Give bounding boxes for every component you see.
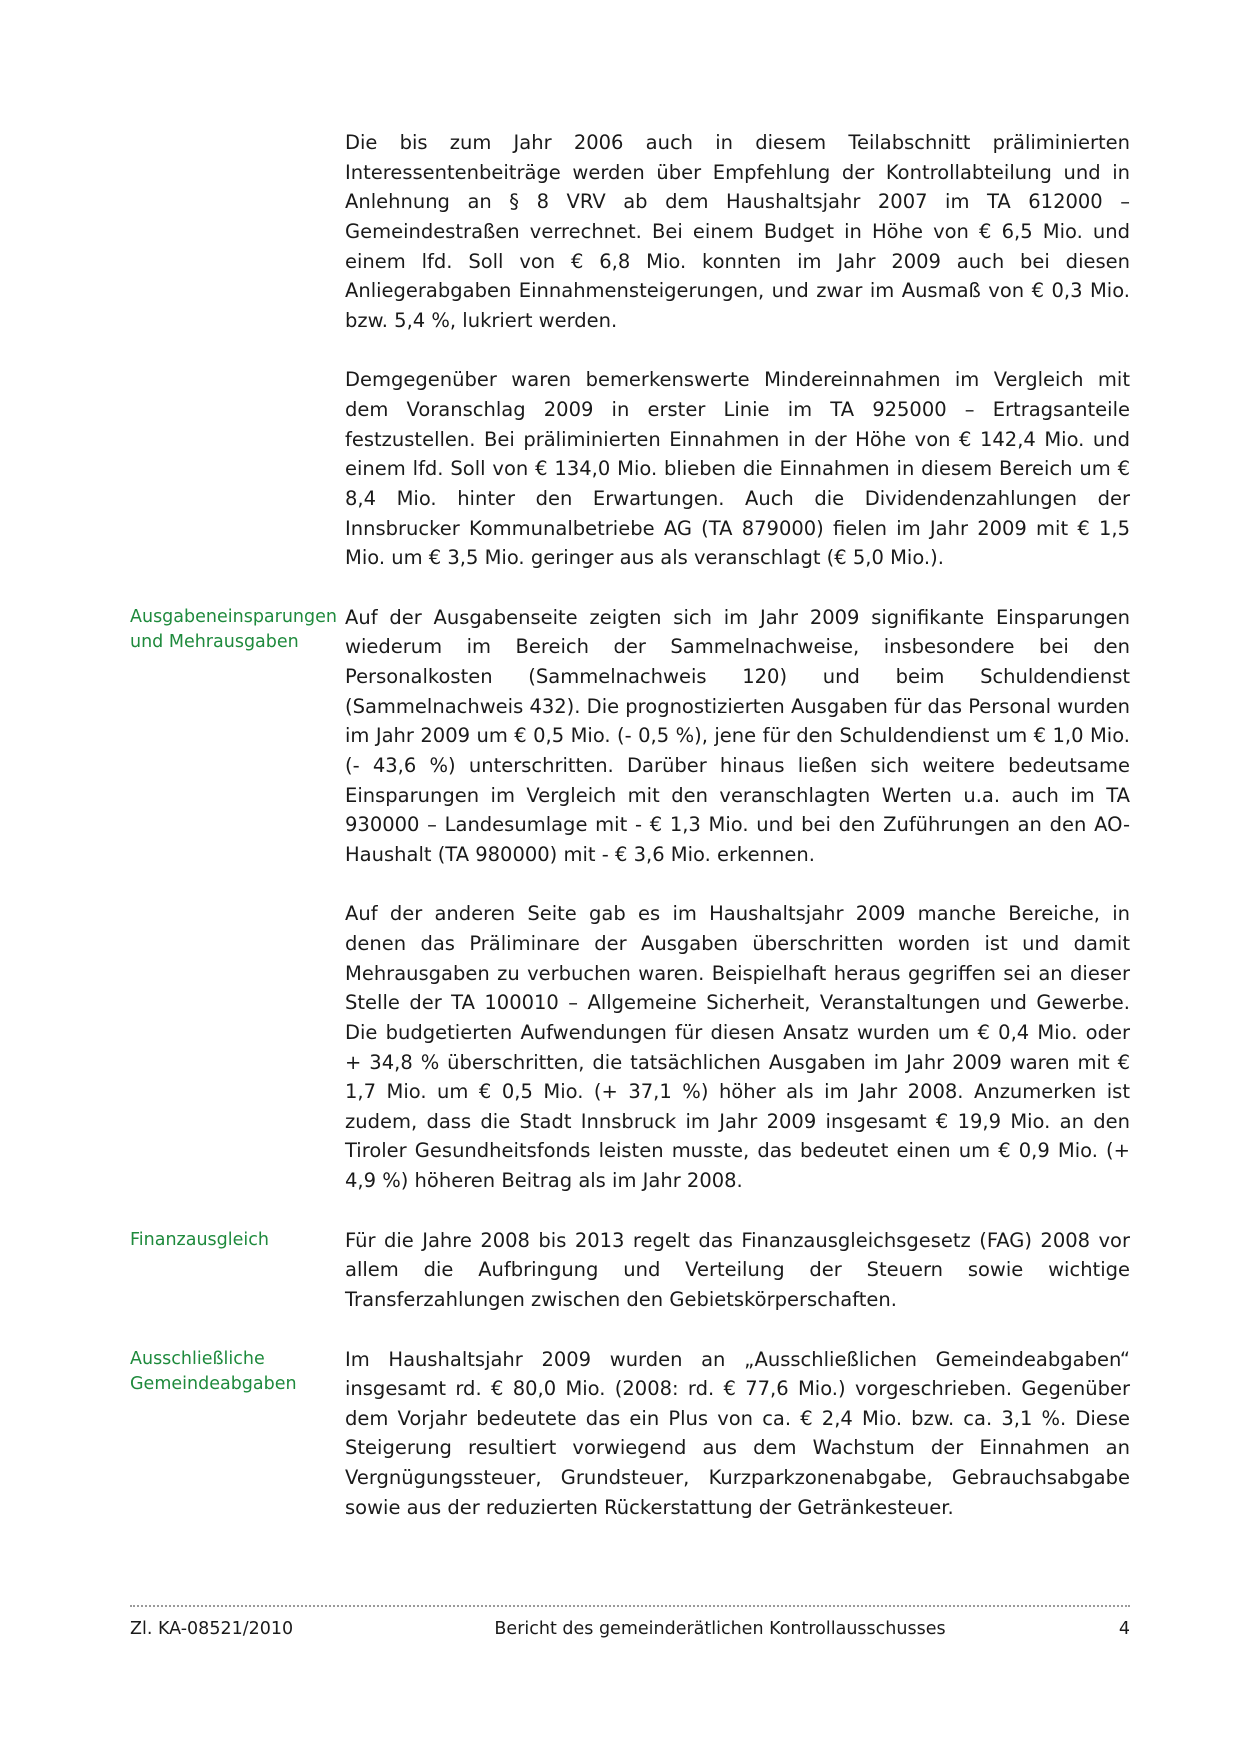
margin-note-gemeindeabgaben [130,1345,345,1398]
footer-page-number: 4 [1118,1619,1130,1639]
body-column-5 [345,1226,1130,1315]
body-column-2 [345,365,1130,572]
footer-title: Bericht des gemeinderätlichen Kontrollausschusses [494,1619,946,1639]
paragraph-6: Im Haushaltsjahr 2009 wurden an „Ausschließlichen Gemeindeabgaben“ insgesamt rd. € 80,0 Mio. (2008: rd. € 77,6 Mio.) vorgeschrieben. Gegenüber dem Vorjahr bedeutete das ein Plus von ca. € 2,4 Mio. bzw. ca. 3,1 %. Diese Steigerung resultiert vorwiegend aus dem Wachstum der Einnahmen an Vergnügungssteuer, Grundsteuer, Kurzparkzonenabgabe, Gebrauchsabgabe sowie aus der reduzierten Rückerstattung der Getränkesteuer. [345,1347,1130,1519]
paragraph-3: Auf der Ausgabenseite zeigten sich im Jahr 2009 signifikante Einsparungen wiederum im Bereich der Sammelnachweise, insbesondere bei den Personalkosten (Sammelnachweis 120) und beim Schuldendienst (Sammelnachweis 432). Die prognostizierten Ausgaben für das Personal wurden im Jahr 2009 um € 0,5 Mio. (- 0,5 %), jene für den Schuldendienst um € 1,0 Mio. (- 43,6 %) unterschritten. Darüber hinaus ließen sich weitere bedeutsame Einsparungen im Vergleich mit den veranschlagten Werten u.a. auch im TA 930000 – Landesumlage mit - € 1,3 Mio. und bei den Zuführungen an den AO-Haushalt (TA 980000) mit - € 3,6 Mio. erkennen. [345,605,1131,866]
margin-note-gemeindeabgaben-line-1: Ausschließliche [130,1348,265,1369]
footer-reference: Zl. KA-08521/2010 [130,1619,294,1639]
section-gemeindeabgaben [130,1345,1130,1523]
margin-note-gemeindeabgaben-line-2: Gemeindeabgaben [130,1373,297,1394]
section-mehrausgaben [130,899,1130,1195]
margin-note-empty [130,128,345,130]
body-column-3 [345,603,1130,870]
section-mindereinnahmen [130,365,1130,572]
body-column [345,128,1130,335]
page-footer [130,1605,1130,1639]
page-content [130,128,1130,1552]
margin-note-ausgabeneinsparungen [130,603,345,656]
margin-note-finanzausgleich-label: Finanzausgleich [130,1229,269,1250]
margin-note-line-1: Ausgabeneinsparungen [130,606,337,627]
section-finanzausgleich [130,1226,1130,1315]
body-column-4 [345,899,1130,1195]
paragraph-1: Die bis zum Jahr 2006 auch in diesem Teilabschnitt präliminierten Interessentenbeiträge werden über Empfehlung der Kontrollabteilung und in Anlehnung an § 8 VRV ab dem Haushaltsjahr 2007 im TA 612000 – Gemeindestraßen verrechnet. Bei einem Budget in Höhe von € 6,5 Mio. und einem lfd. Soll von € 6,8 Mio. konnten im Jahr 2009 auch bei diesen Anliegerabgaben Einnahmensteigerungen, und zwar im Ausmaß von € 0,3 Mio. bzw. 5,4 %, lukriert werden. [345,131,1130,332]
margin-note-finanzausgleich [130,1226,345,1253]
margin-note-empty-2 [130,365,345,367]
margin-note-line-2: und Mehrausgaben [130,632,299,653]
section-ausgabeneinsparungen [130,603,1130,870]
body-column-6 [345,1345,1130,1523]
section-interessentenbeitraege [130,128,1130,335]
margin-note-empty-3 [130,899,345,901]
paragraph-4: Auf der anderen Seite gab es im Haushaltsjahr 2009 manche Bereiche, in denen das Präliminare der Ausgaben überschritten worden ist und damit Mehrausgaben zu verbuchen waren. Beispielhaft heraus gegriffen sei an dieser Stelle der TA 100010 – Allgemeine Sicherheit, Veranstaltungen und Gewerbe. Die budgetierten Aufwendungen für diesen Ansatz wurden um € 0,4 Mio. oder + 34,8 % überschritten, die tatsächlichen Ausgaben im Jahr 2009 waren mit € 1,7 Mio. um € 0,5 Mio. (+ 37,1 %) höher als im Jahr 2008. Anzumerken ist zudem, dass die Stadt Innsbruck im Jahr 2009 insgesamt € 19,9 Mio. an den Tiroler Gesundheitsfonds leisten musste, das bedeutet einen um € 0,9 Mio. (+ 4,9 %) höheren Beitrag als im Jahr 2008. [345,902,1130,1192]
paragraph-5: Für die Jahre 2008 bis 2013 regelt das Finanzausgleichsgesetz (FAG) 2008 vor allem die Aufbringung und Verteilung der Steuern sowie wichtige Transferzahlungen zwischen den Gebietskörperschaften. [345,1228,1130,1311]
footer-line [130,1619,1130,1639]
footer-divider [130,1605,1130,1607]
paragraph-2: Demgegenüber waren bemerkenswerte Mindereinnahmen im Vergleich mit dem Voranschlag 2009 in erster Linie im TA 925000 – Ertragsanteile festzustellen. Bei präliminierten Einnahmen in der Höhe von € 142,4 Mio. und einem lfd. Soll von € 134,0 Mio. blieben die Einnahmen in diesem Bereich um € 8,4 Mio. hinter den Erwartungen. Auch die Dividendenzahlungen der Innsbrucker Kommunalbetriebe AG (TA 879000) fielen im Jahr 2009 mit € 1,5 Mio. um € 3,5 Mio. geringer aus als veranschlagt (€ 5,0 Mio.). [345,368,1130,570]
